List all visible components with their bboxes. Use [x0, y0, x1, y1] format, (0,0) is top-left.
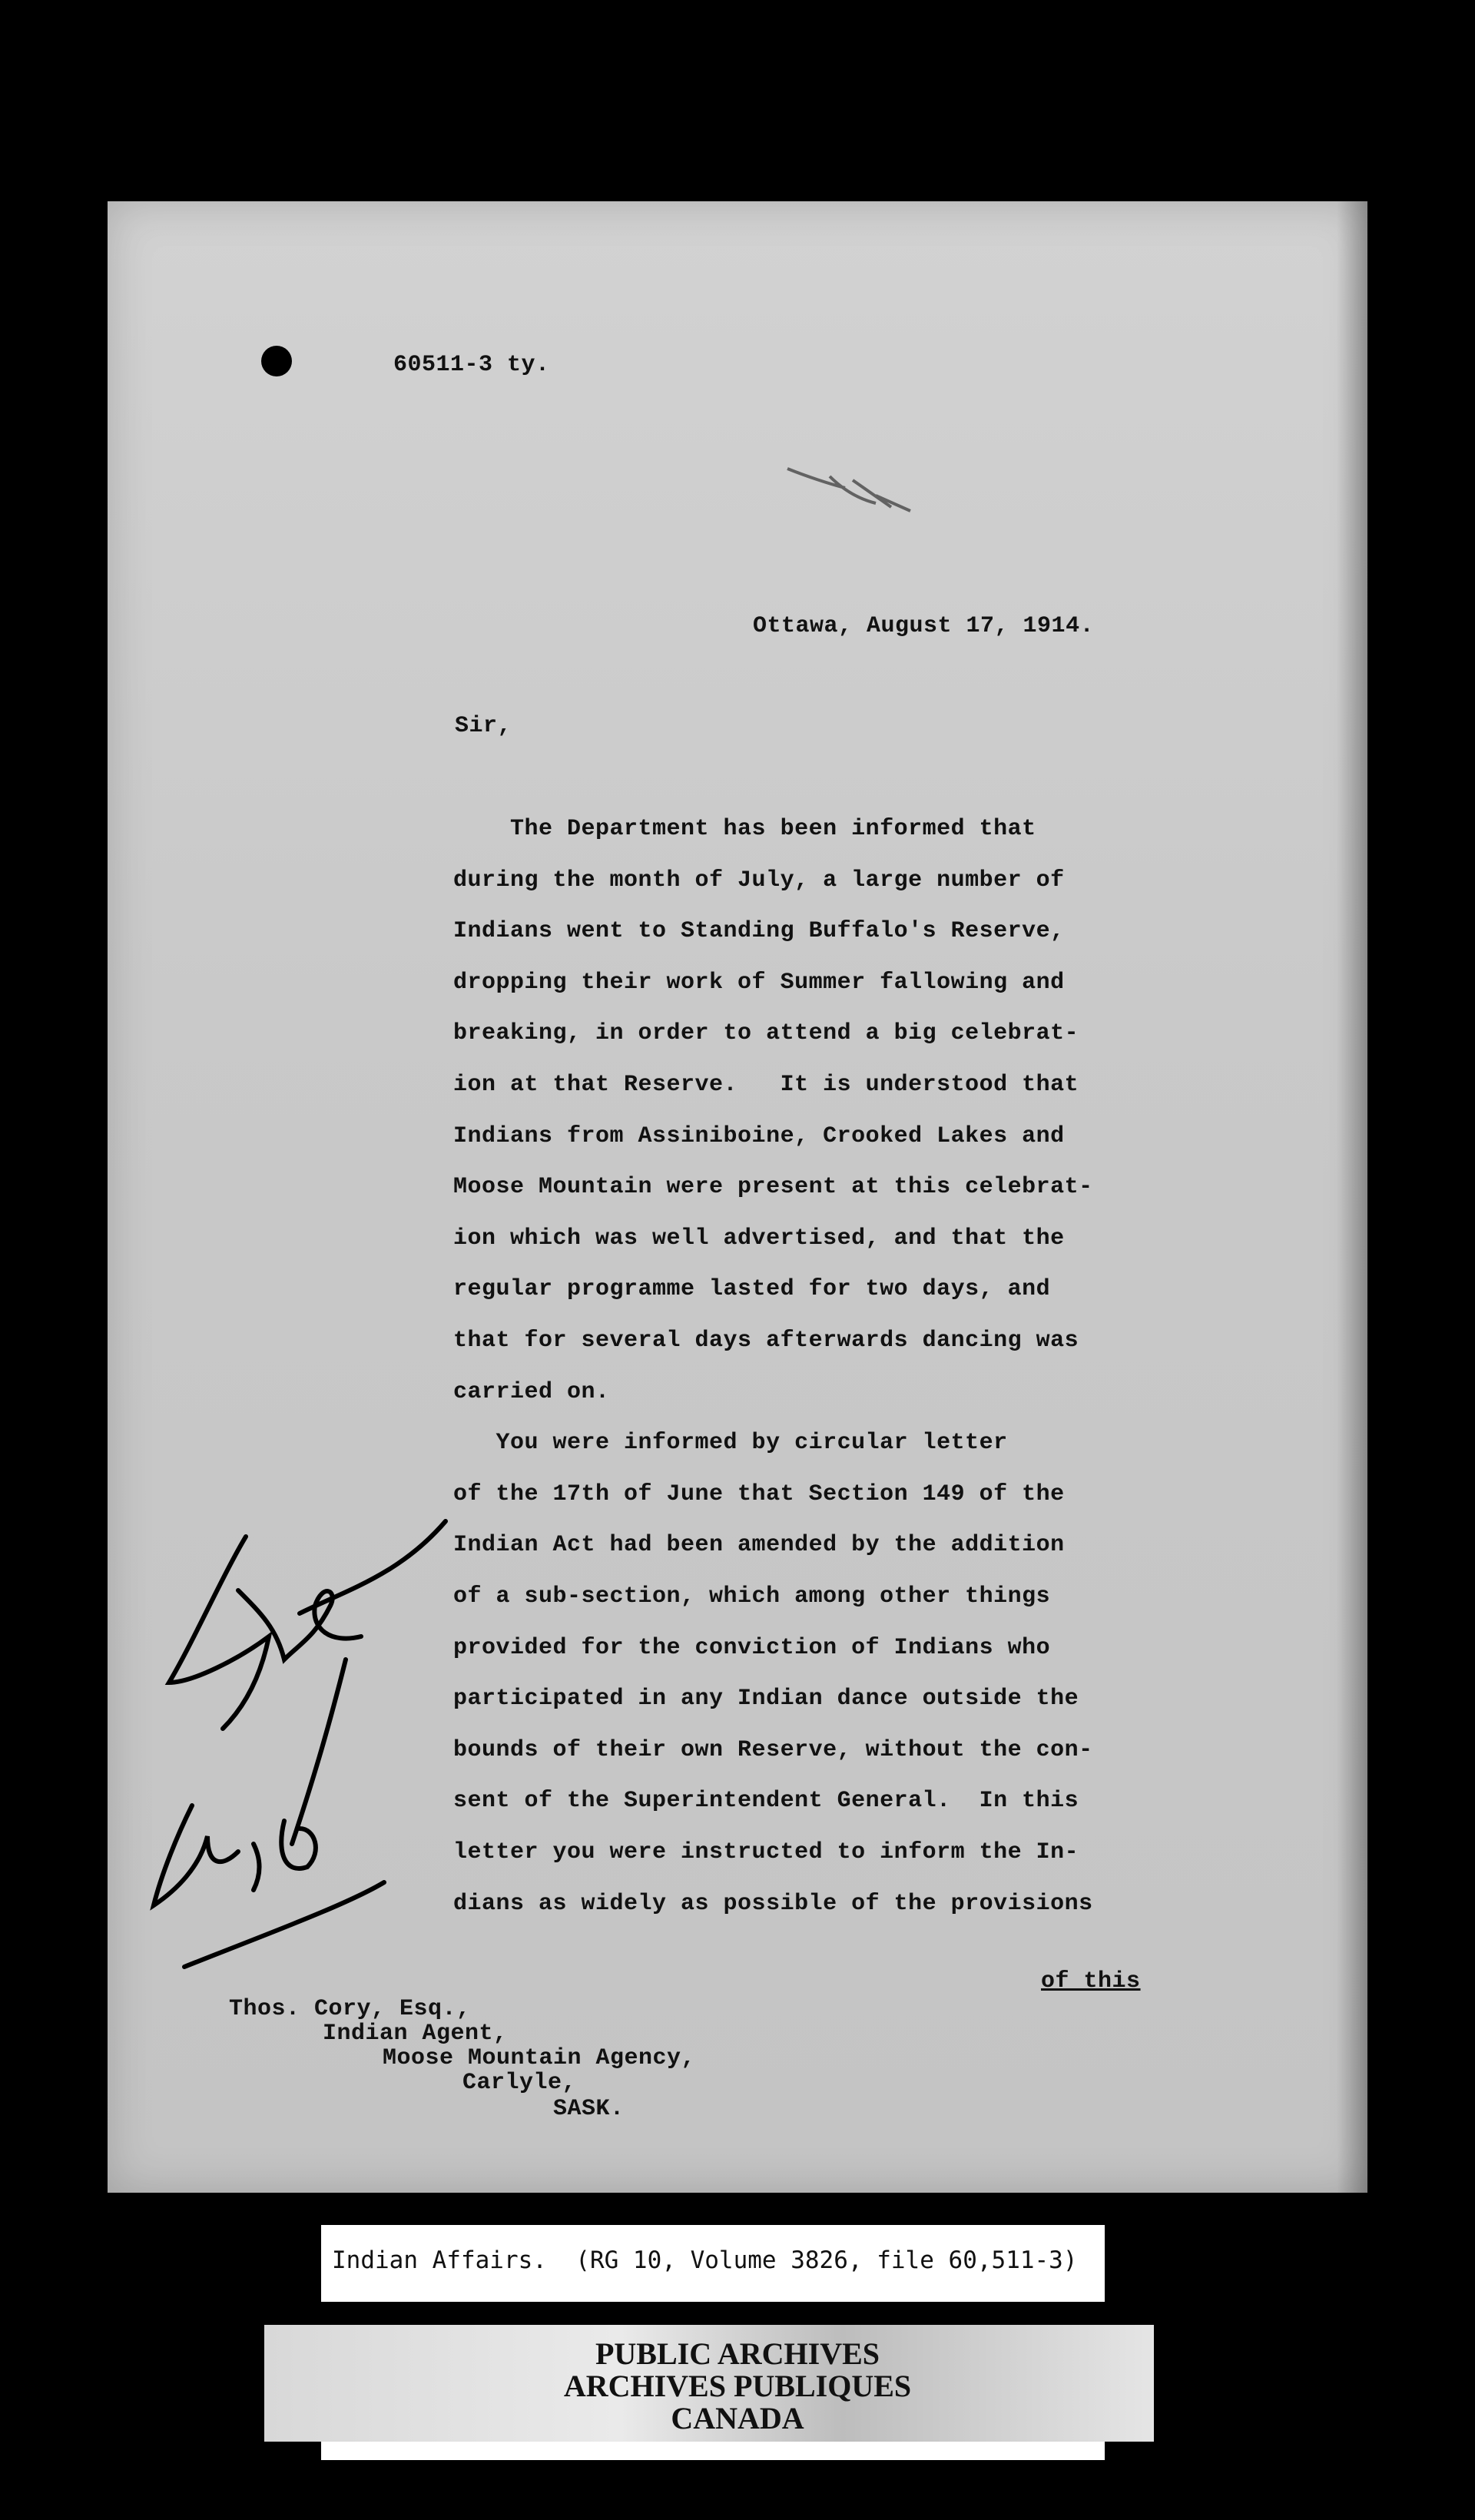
body-line: bounds of their own Reserve, without the con- — [453, 1737, 1093, 1763]
file-reference: 60511-3 ty. — [393, 352, 550, 378]
body-line: carried on. — [453, 1379, 610, 1405]
body-line: provided for the conviction of Indians who — [453, 1635, 1051, 1661]
letter-date: Ottawa, August 17, 1914. — [753, 613, 1095, 639]
faint-stamp-mark — [784, 453, 914, 530]
body-line: ion at that Reserve. It is understood that — [453, 1072, 1079, 1098]
archive-reference-text: Indian Affairs. (RG 10, Volume 3826, file 60,511-3) — [332, 2246, 1078, 2274]
address-line-agency: Moose Mountain Agency, — [383, 2045, 696, 2071]
body-line: sent of the Superintendent General. In this — [453, 1788, 1079, 1814]
body-line: that for several days afterwards dancing was — [453, 1328, 1079, 1354]
body-line: dropping their work of Summer fallowing and — [453, 970, 1065, 996]
archive-stamp-line-2: ARCHIVES PUBLIQUES — [563, 2369, 912, 2403]
address-line-name: Thos. Cory, Esq., — [229, 1996, 471, 2022]
body-line: breaking, in order to attend a big celebrat- — [453, 1020, 1079, 1046]
address-line-title: Indian Agent, — [323, 2021, 508, 2047]
body-line: regular programme lasted for two days, and — [453, 1276, 1051, 1302]
body-line: participated in any Indian dance outside the — [453, 1686, 1079, 1712]
body-line: of a sub-section, which among other things — [453, 1583, 1051, 1610]
body-line: Indians went to Standing Buffalo's Reserve, — [453, 918, 1065, 944]
archive-stamp-base — [321, 2442, 1105, 2460]
body-line: The Department has been informed that — [453, 816, 1036, 842]
address-line-town: Carlyle, — [462, 2070, 577, 2096]
body-line: during the month of July, a large number of — [453, 867, 1065, 894]
body-line: letter you were instructed to inform the In- — [453, 1839, 1079, 1865]
archive-stamp-line-3: CANADA — [671, 2401, 804, 2435]
body-line: ion which was well advertised, and that the — [453, 1225, 1065, 1252]
punch-hole — [261, 346, 292, 376]
address-line-province: SASK. — [553, 2096, 625, 2122]
body-line: of the 17th of June that Section 149 of the — [453, 1481, 1065, 1507]
body-line: Indian Act had been amended by the addition — [453, 1532, 1065, 1558]
continuation-text: of this — [1041, 1968, 1141, 1994]
body-line: Indians from Assiniboine, Crooked Lakes and — [453, 1123, 1065, 1149]
page-shadow-edge — [1337, 201, 1367, 2193]
archive-stamp-line-1: PUBLIC ARCHIVES — [595, 2336, 880, 2371]
body-line: You were informed by circular letter — [453, 1430, 1008, 1456]
handwritten-signature — [146, 1506, 469, 1982]
continuation-note — [1013, 1942, 1141, 1994]
body-line: Moose Mountain were present at this celebrat- — [453, 1174, 1093, 1200]
body-line: dians as widely as possible of the provisions — [453, 1891, 1093, 1917]
salutation: Sir, — [455, 713, 512, 739]
